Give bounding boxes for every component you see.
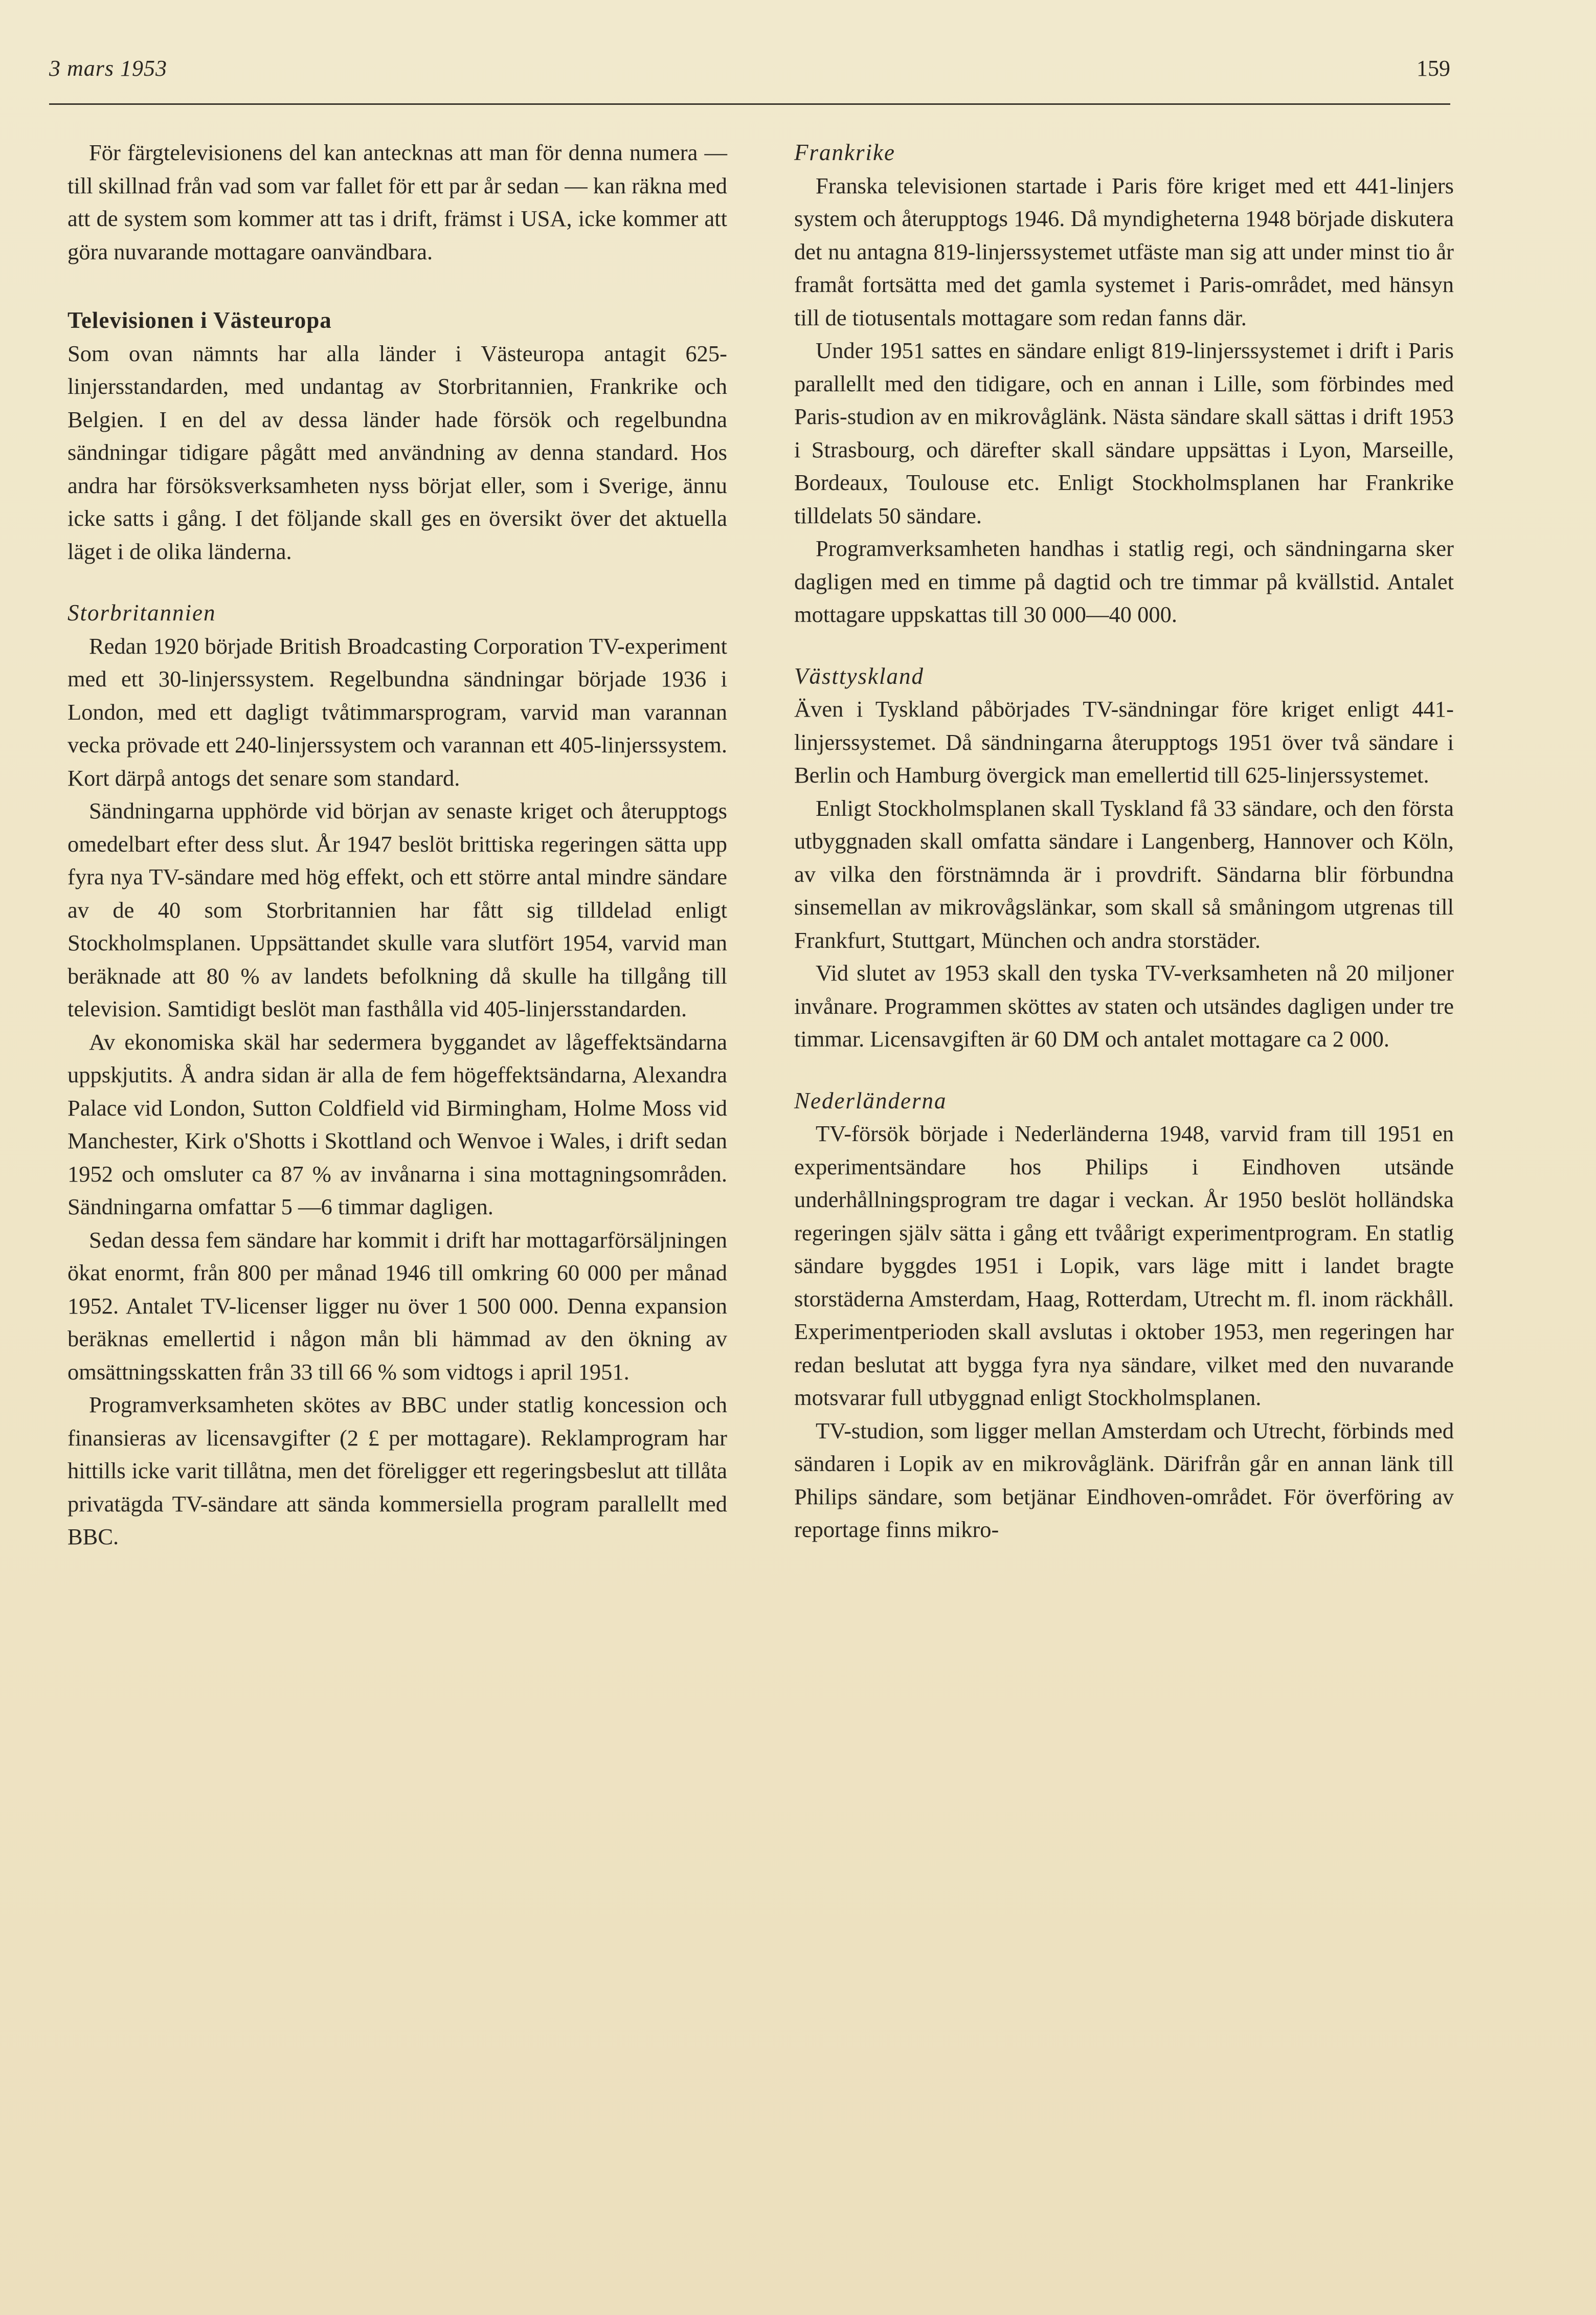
- page-number: 159: [1417, 56, 1450, 81]
- section-paragraph: Som ovan nämnts har alla länder i Västeuropa antagit 625-linjersstandarden, med undantag av Storbritannien, Frankrike och Belgien. I en del av dessa länder hade försök och regelbundna sändningar tidigare pågått med användning av denna standard. Hos andra har försöksverksamheten nyss börjat eller, som i Sverige, ännu icke satts i gång. I det följande skall ges en översikt över det aktuella läget i de olika länderna.: [68, 340, 727, 564]
- paragraph: Programverksamheten skötes av BBC under statlig koncession och finansieras av licensavgifter (2 £ per mottagare). Reklamprogram har hittills icke varit tillåtna, men det föreligger ett regeringsbeslut att tillåta privatägda TV-sändare att sända kommersiella program parallellt med BBC.: [68, 1392, 727, 1549]
- paragraph: Av ekonomiska skäl har sedermera byggandet av lågeffektsändarna uppskjutits. Å andra sidan är alla de fem högeffektsändarna, Alexandra Palace vid London, Sutton Coldfield vid Birmingham, Holme Moss vid Manchester, Kirk o'Shotts i Skottland och Wenvoe i Wales, i drift sedan 1952 och omsluter ca 87 % av invånarna i sina mottagningsområden. Sändningarna omfattar 5 —6 timmar dagligen.: [68, 1029, 727, 1219]
- intro-paragraph: För färgtelevisionens del kan antecknas att man för denna numera — till skillnad från vad som var fallet för ett par år sedan — kan räkna med att de system som kommer att tas i drift, främst i USA, icke kommer att göra nuvarande mottagare oanvändbara.: [68, 140, 727, 264]
- paragraph: Sedan dessa fem sändare har kommit i drift har mottagarförsäljningen ökat enormt, från 800 per månad 1946 till omkring 60 000 per månad 1952. Antalet TV-licenser ligger nu över 1 500 000. Denna expansion beräknas emellertid i någon mån bli hämmad av den ökning av omsättningsskatten från 33 till 66 % som vidtogs i april 1951.: [68, 1227, 727, 1385]
- paragraph: Franska televisionen startade i Paris före kriget med ett 441-linjers system och återupptogs 1946. Då myndigheterna 1948 började diskutera det nu antagna 819-linjerssystemet utfäste man sig att under minst tio år framåt fortsätta med det gamla systemet i Paris-området, med hänsyn till de tiotusentals mottagare som redan fanns där.: [794, 172, 1454, 330]
- page-header: [49, 51, 1450, 102]
- subheading-nederlanderna: Nederländerna: [794, 1087, 947, 1114]
- subheading-vasttyskland: Västtyskland: [794, 663, 924, 689]
- paragraph: Under 1951 sattes en sändare enligt 819-linjerssystemet i drift i Paris parallellt med den tidigare, och en annan i Lille, som förbindes med Paris-studion av en mikrovåglänk. Nästa sändare skall sättas i drift 1953 i Strasbourg, och därefter skall sändare uppsättas i Lyon, Marseille, Bordeaux, Toulouse etc. Enligt Stockholmsplanen har Frankrike tilldelats 50 sändare.: [794, 338, 1454, 528]
- paragraph: TV-försök började i Nederländerna 1948, varvid fram till 1951 en experimentsändare hos Philips i Eindhoven utsände underhållningsprogram tre dagar i veckan. År 1950 beslöt holländska regeringen själv sätta i gång ett tvåårigt experimentprogram. En statlig sändare byggdes 1951 i Lopik, vars läge mitt i landet bragte storstäderna Amsterdam, Haag, Rotterdam, Utrecht m. fl. inom räckhåll. Experimentperioden skall avslutas i oktober 1953, men regeringen har redan beslutat att bygga fyra nya sändare, vilket med den nuvarande motsvarar full utbyggnad enligt Stockholmsplanen.: [794, 1121, 1454, 1410]
- issue-date: 3 mars 1953: [49, 56, 168, 81]
- paragraph: Vid slutet av 1953 skall den tyska TV-verksamheten nå 20 miljoner invånare. Programmen sköttes av staten och utsändes dagligen under tre timmar. Licensavgiften är 60 DM och antalet mottagare ca 2 000.: [794, 960, 1454, 1052]
- right-column: [794, 136, 1454, 1546]
- subheading-storbritannien: Storbritannien: [68, 600, 216, 626]
- paragraph: Redan 1920 började British Broadcasting Corporation TV-experiment med ett 30-linjerssystem. Regelbundna sändningar började 1936 i London, med ett dagligt tvåtimmarsprogram, varvid man varannan vecka prövade ett 240-linjerssystem och varannan ett 405-linjerssystem. Kort därpå antogs det senare som standard.: [68, 633, 727, 791]
- left-column: [68, 136, 727, 1553]
- paragraph: Även i Tyskland påbörjades TV-sändningar före kriget enligt 441-linjerssystemet. Då sändningarna återupptogs 1951 över två sändare i Berlin och Hamburg övergick man emellertid till 625-linjerssystemet.: [794, 696, 1454, 788]
- paragraph: Enligt Stockholmsplanen skall Tyskland få 33 sändare, och den första utbyggnaden skall omfatta sändare i Langenberg, Hannover och Köln, av vilka den förstnämnda är i provdrift. Sändarna blir förbundna sinsemellan av mikrovågslänkar, som skall så småningom utgrenas till Frankfurt, Stuttgart, München och andra storstäder.: [794, 795, 1454, 953]
- subheading-frankrike: Frankrike: [794, 140, 895, 165]
- header-rule: [49, 103, 1450, 105]
- section-heading: Televisionen i Västeuropa: [68, 307, 332, 333]
- paragraph: TV-studion, som ligger mellan Amsterdam och Utrecht, förbinds med sändaren i Lopik av en mikrovåglänk. Därifrån går en annan länk till Philips sändare, som betjänar Eindhoven-området. För överföring av reportage finns mikro-: [794, 1417, 1454, 1542]
- paragraph: Sändningarna upphörde vid början av senaste kriget och återupptogs omedelbart efter dess slut. År 1947 beslöt brittiska regeringen sätta upp fyra nya TV-sändare med hög effekt, och ett större antal mindre sändare av de 40 som Storbritannien har fått sig tilldelad enligt Stockholmsplanen. Uppsättandet skulle vara slutfört 1954, varvid man beräknade att 80 % av landets befolkning då skulle ha tillgång till television. Samtidigt beslöt man fasthålla vid 405-linjersstandarden.: [68, 798, 727, 1021]
- paragraph: Programverksamheten handhas i statlig regi, och sändningarna sker dagligen med en timme på dagtid och tre timmar på kvällstid. Antalet mottagare uppskattas till 30 000—40 000.: [794, 536, 1454, 627]
